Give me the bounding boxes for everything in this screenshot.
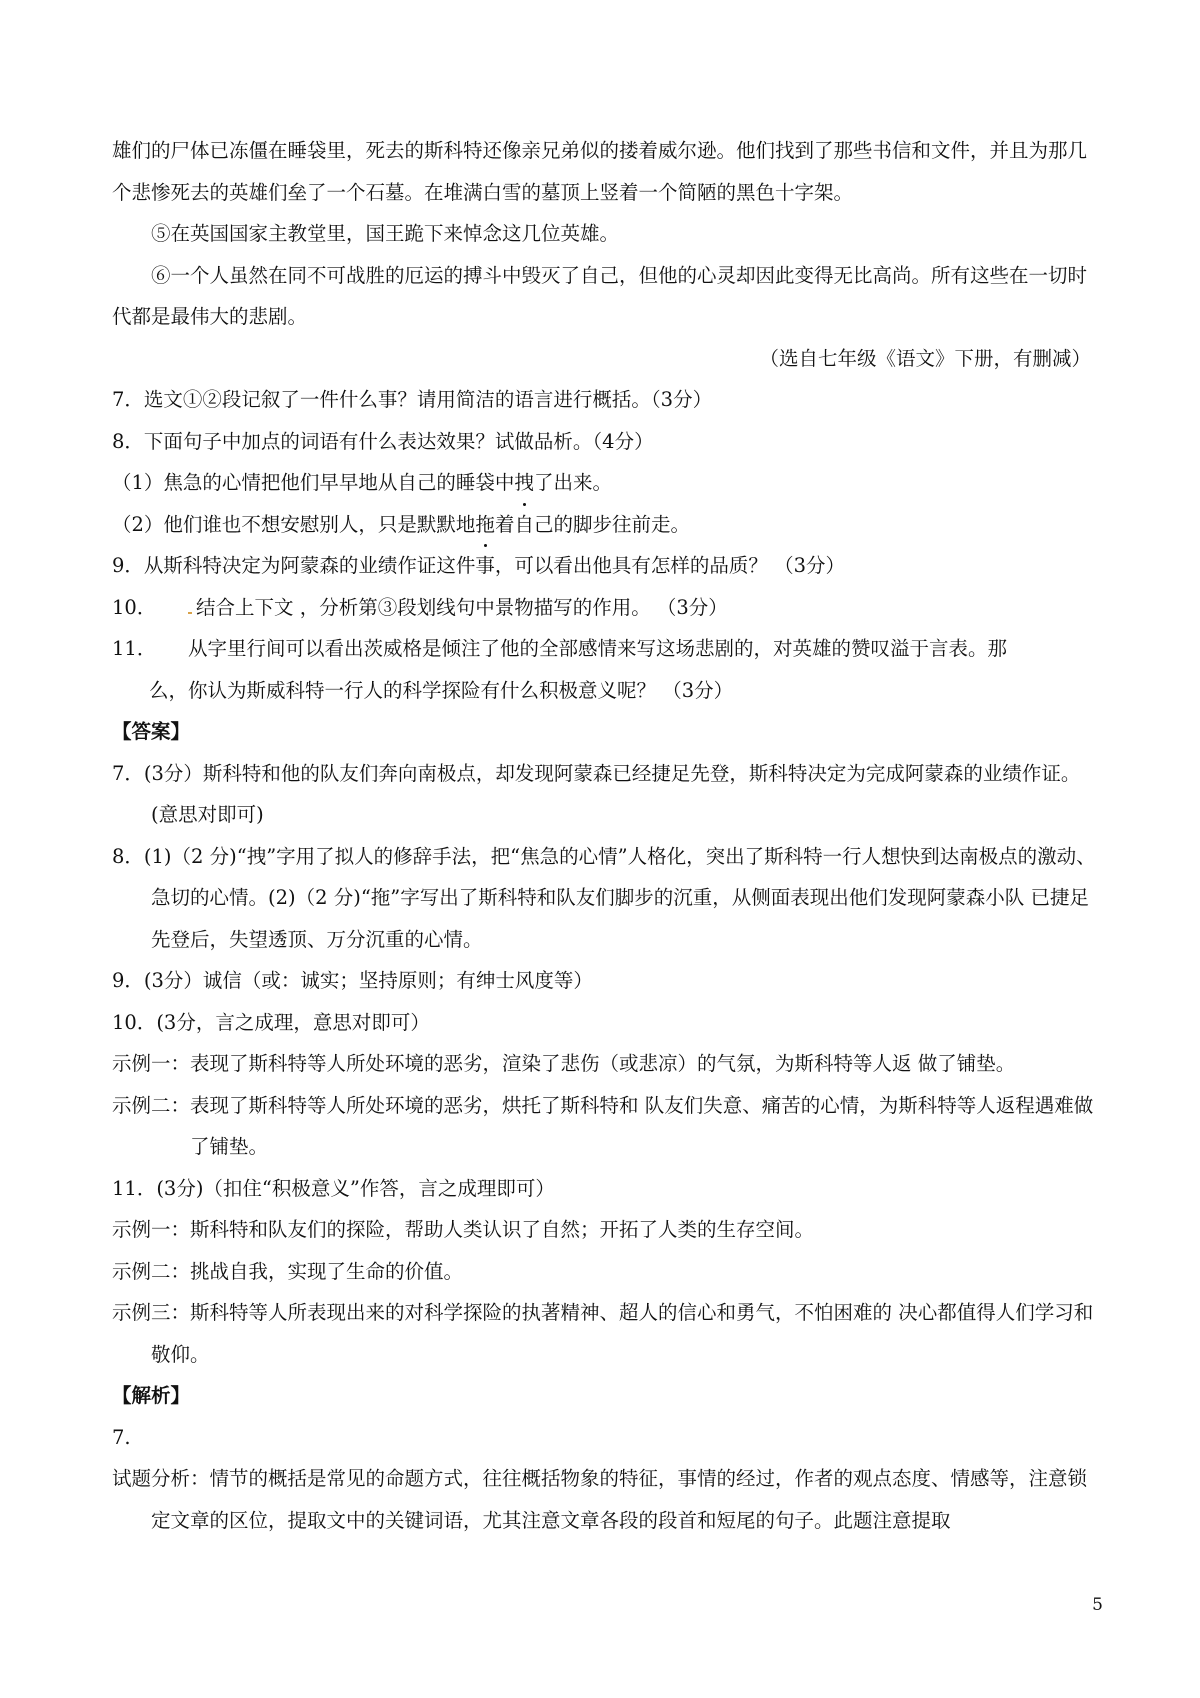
answer-11: 11．(3分)（扣住“积极意义”作答，言之成理即可） [112, 1176, 555, 1200]
question-8-sentence-1 [112, 462, 1097, 504]
passage-paragraph-6: ⑥一个人虽然在同不可战胜的厄运的搏斗中毁灭了自己，但他的心灵却因此变得无比高尚。所有这些在一切时代都是最伟大的悲剧。 [112, 263, 1088, 328]
question-9: 9．从斯科特决定为阿蒙森的业绩作证这件事，可以看出他具有怎样的品质？ （3分） [112, 554, 846, 577]
answer-9: 9．(3分）诚信（或：诚实；坚持原则；有绅士风度等） [112, 969, 593, 992]
question-10 [112, 587, 1097, 629]
edit-mark-icon [188, 612, 192, 614]
question-10-body: 结合上下文 ，分析第③段划线句中景物描写的作用。 （3分） [196, 595, 728, 619]
analysis-number: 7. [112, 1425, 131, 1449]
question-8: 8．下面句子中加点的词语有什么表达效果？试做品析。（4分） [112, 429, 654, 453]
passage-paragraph-5: ⑤在英国国家主教堂里，国王跪下来悼念这几位英雄。 [151, 222, 620, 245]
document-body [112, 130, 1097, 1541]
dotted-word-2: 拖 [475, 504, 495, 546]
question-8-sentence-2 [112, 504, 1097, 546]
question-11 [112, 628, 1097, 711]
answer-11-example-1: 示例一：斯科特和队友们的探险，帮助人类认识了自然；开拓了人类的生存空间。 [112, 1218, 815, 1241]
question-10-text [188, 587, 728, 629]
analysis-text: 试题分析：情节的概括是常见的命题方式，往往概括物象的特征，事情的经过，作者的观点态度、情感等，注意锁定文章的区位，提取文中的关键词语，尤其注意文章各段的段首和短尾的句子。此题注意提取 [112, 1467, 1088, 1532]
answer-11-example-2: 示例二：挑战自我，实现了生命的价值。 [112, 1259, 464, 1283]
question-11-line-1: 从字里行间可以看出茨威格是倾注了他的全部感情来写这场悲剧的，对英雄的赞叹溢于言表。那 [188, 637, 1008, 660]
answer-11-example-3: 示例三：斯科特等人所表现出来的对科学探险的执著精神、超人的信心和勇气，不怕困难的 决心都值得人们学习和敬仰。 [112, 1301, 1094, 1366]
sentence-2-after: 着自己的脚步往前走。 [494, 512, 690, 536]
question-10-number: 10． [112, 595, 157, 619]
answer-10: 10．(3分，言之成理，意思对即可） [112, 1010, 430, 1034]
answer-8: 8．(1)（2 分)“拽”字用了拟人的修辞手法，把“焦急的心情”人格化，突出了斯科特一行人想快到达南极点的激动、急切的心情。(2)（2 分)“拖”字写出了斯科特和队友们脚步的沉重，从侧面表现出他们发现阿蒙森小队 已捷足先登后，失望透顶、万分沉重的心情。 [112, 844, 1096, 951]
dotted-word-1: 拽 [514, 462, 534, 504]
question-11-text [149, 628, 1097, 711]
answer-10-example-1: 示例一：表现了斯科特等人所处环境的恶劣，渲染了悲伤（或悲凉）的气氛，为斯科特等人返 做了铺垫。 [112, 1052, 1016, 1075]
answer-7: 7．(3分）斯科特和他的队友们奔向南极点，却发现阿蒙森已经捷足先登，斯科特决定为完成阿蒙森的业绩作证。(意思对即可) [112, 761, 1081, 826]
sentence-1-after: 了出来。 [533, 471, 612, 494]
passage-source: （选自七年级《语文》下册，有删减） [759, 346, 1091, 370]
answer-10-example-2: 示例二：表现了斯科特等人所处环境的恶劣，烘托了斯科特和 队友们失意、痛苦的心情，为斯科特等人返程遇难做了铺垫。 [112, 1093, 1094, 1158]
question-7: 7．选文①②段记叙了一件什么事？请用简洁的语言进行概括。（3分） [112, 388, 713, 411]
analysis-heading: 【解析】 [112, 1384, 191, 1407]
page-number: 5 [1092, 1595, 1103, 1615]
passage-paragraph-4-continued: 雄们的尸体已冻僵在睡袋里，死去的斯科特还像亲兄弟似的搂着威尔逊。他们找到了那些书信和文件，并且为那几个悲惨死去的英雄们垒了一个石墓。在堆满白雪的墓顶上竖着一个简陋的黑色十字架。 [112, 139, 1088, 204]
question-11-number: 11． [112, 637, 157, 660]
sentence-1-before: （1）焦急的心情把他们早早地从自己的睡袋中 [112, 471, 515, 494]
sentence-2-before: （2）他们谁也不想安慰别人，只是默默地 [112, 512, 476, 536]
answer-heading: 【答案】 [112, 720, 191, 743]
question-11-line-2: 么，你认为斯威科特一行人的科学探险有什么积极意义呢？ （3分） [149, 678, 734, 702]
